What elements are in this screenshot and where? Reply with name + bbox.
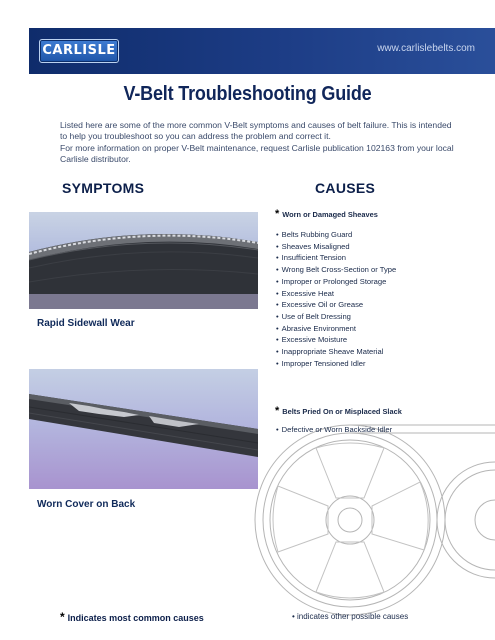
cause-item: • Inappropriate Sheave Material [276,346,396,358]
most-common-cause-1 [275,208,378,220]
symptom-caption-sidewall: Rapid Sidewall Wear [37,318,135,329]
legend-most-common [60,610,204,624]
most-common-cause-text: Worn or Damaged Sheaves [282,210,378,219]
cause-item: • Defective or Worn Backside Idler [276,424,392,436]
cause-item: • Use of Belt Dressing [276,311,396,323]
cause-item: • Excessive Moisture [276,334,396,346]
most-common-cause-2 [275,405,402,417]
cause-item: • Abrasive Environment [276,323,396,335]
symptom-caption-worn-cover: Worn Cover on Back [37,499,136,510]
bullet-marker: • [292,612,298,621]
intro-paragraph-1: Listed here are some of the more common V-Belt symptoms and causes of belt failure. This is intended to help you troubleshoot so you can address the problem and correct it. [60,120,452,141]
causes-heading: CAUSES [315,180,376,196]
legend-other-causes [292,612,408,621]
cause-item: • Excessive Oil or Grease [276,299,396,311]
star-marker: * [275,208,280,220]
cause-item: • Belts Rubbing Guard [276,229,396,241]
star-marker: * [60,610,65,624]
cause-list-sidewall [276,229,396,369]
cause-list-worn-cover [276,424,392,436]
legend-other-text: indicates other possible causes [297,612,409,621]
carlisle-logo[interactable] [39,39,119,63]
cause-item: • Improper or Prolonged Storage [276,276,396,288]
cause-item: • Wrong Belt Cross-Section or Type [276,264,396,276]
header-banner [29,28,495,74]
cause-item: • Sheaves Misaligned [276,241,396,253]
symptoms-heading: SYMPTOMS [62,180,145,196]
page-title: V-Belt Troubleshooting Guide [123,83,372,105]
cause-item: • Insufficient Tension [276,252,396,264]
sidewall-wear-photo [29,212,258,309]
logo-text: CARLISLE [42,43,116,58]
website-link[interactable]: www.carlislebelts.com [377,43,475,54]
intro-paragraph-2: For more information on proper V-Belt maintenance, request Carlisle publication 102163 from your local Carlisle distributor. [60,143,454,164]
legend-most-common-text: Indicates most common causes [67,613,204,623]
star-marker: * [275,405,280,417]
cause-item: • Excessive Heat [276,288,396,300]
cause-item: • Improper Tensioned Idler [276,358,396,370]
most-common-cause-text: Belts Pried On or Misplaced Slack [282,407,402,416]
worn-cover-photo [29,369,258,489]
